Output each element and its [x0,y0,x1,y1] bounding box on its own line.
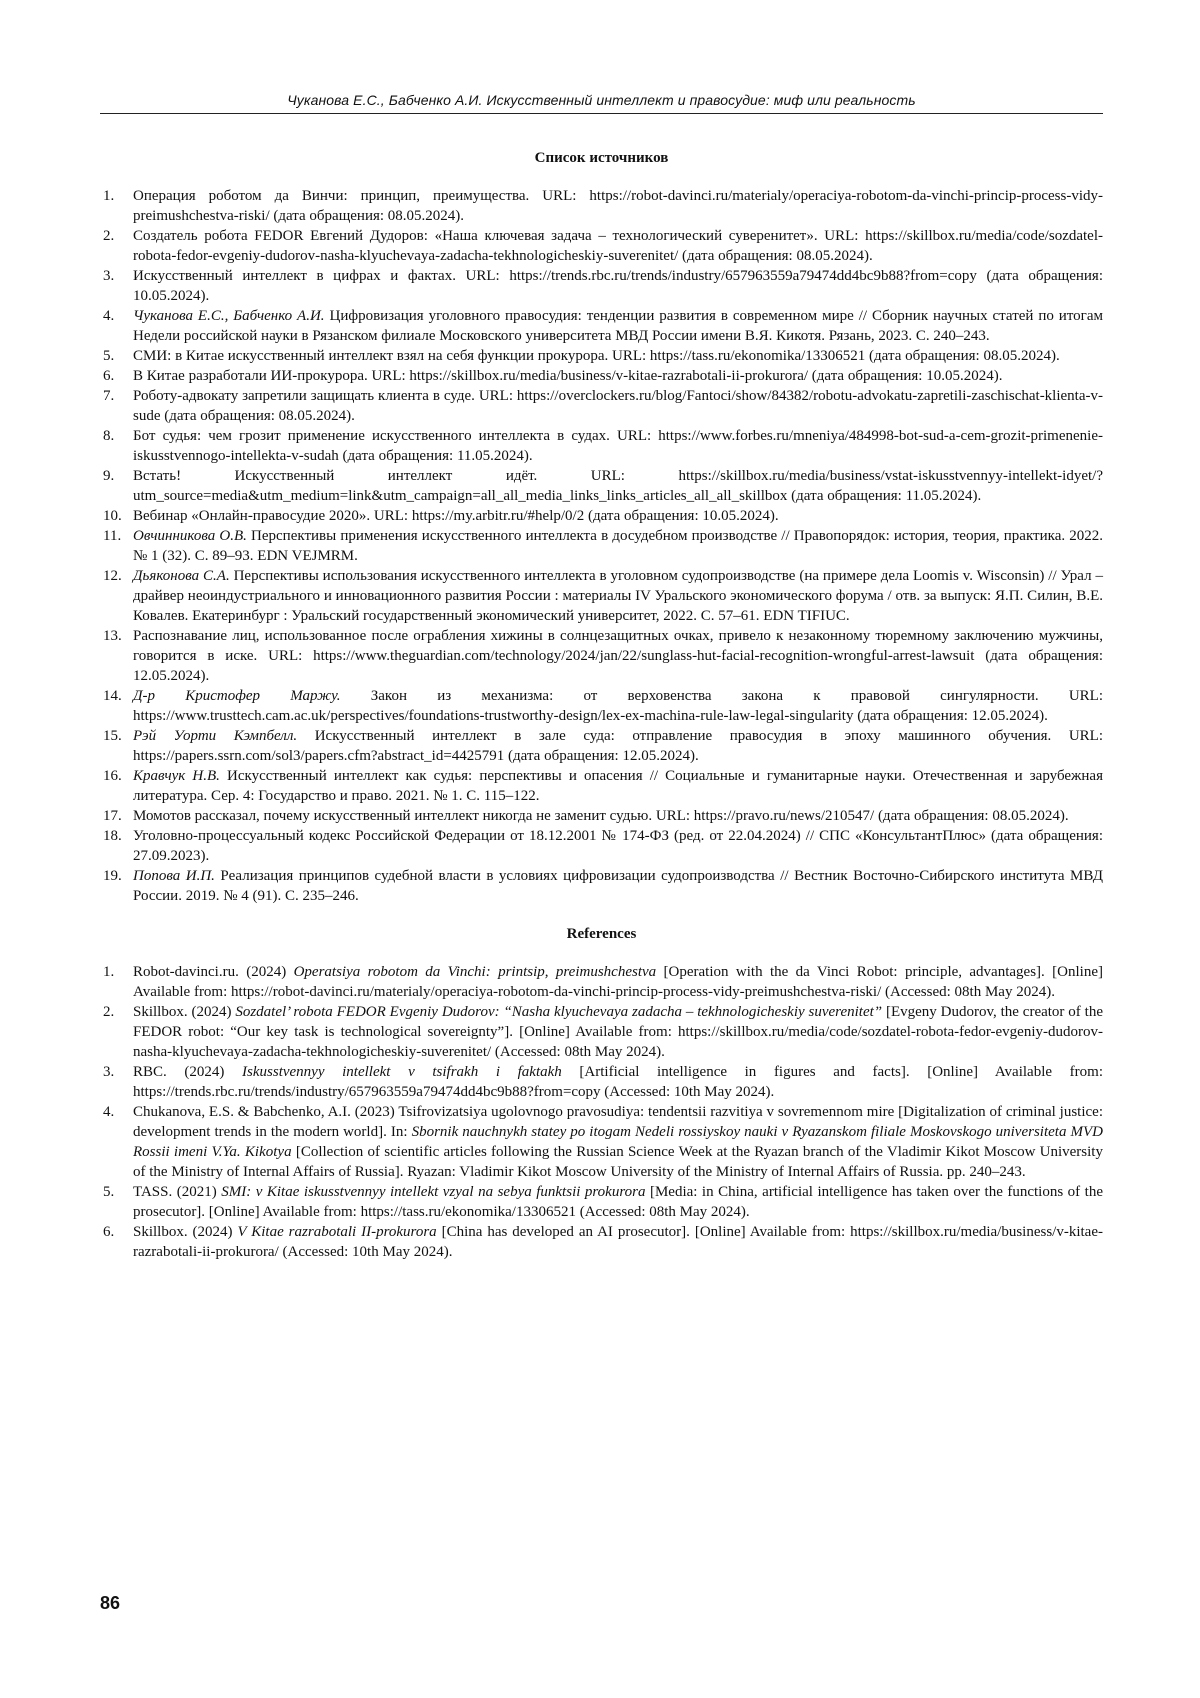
source-number: 11. [103,528,122,544]
sources-list [100,186,1103,906]
source-item [100,346,1103,366]
reference-lead: RBC. (2024) [133,1064,243,1080]
source-number: 8. [103,428,115,444]
header-rule [100,113,1103,114]
source-number: 5. [103,348,115,364]
source-number: 17. [103,808,122,824]
source-text: В Китае разработали ИИ-прокурора. URL: https://skillbox.ru/media/business/v-kitae-razrabotali-ii-prokurora/ (дата обращения: 10.05.2024). [133,368,1003,384]
source-text: СМИ: в Китае искусственный интеллект взял на себя функции прокурора. URL: https://tass.ru/ekonomika/13306521 (дата обращения: 08.05.2024). [133,348,1060,364]
reference-lead: Skillbox. (2024) [133,1224,238,1240]
source-number: 4. [103,308,115,324]
source-number: 1. [103,188,115,204]
reference-number: 6. [103,1224,115,1240]
reference-number: 5. [103,1184,115,1200]
source-item [100,226,1103,266]
source-item [100,826,1103,866]
reference-number: 3. [103,1064,115,1080]
source-item [100,626,1103,686]
source-text: Закон из механизма: от верховенства закона к правовой сингулярности. URL: https://www.trusttech.cam.ac.uk/perspectives/foundations-trustworthy-design/lex-ex-machina-rule-law-legal-singularity (дата обращения: 12.05.2024). [133,688,1103,724]
source-author: Кравчук Н.В. [133,768,220,784]
source-number: 15. [103,728,122,744]
reference-details: [Operation with the da Vinci Robot: principle, advantages]. [Online] Available from: https://robot-davinci.ru/materialy/operaciya-robotom-da-vinchi-princip-process-vidy-preimushchestva-riski/ (Accessed: 08th May 2024). [133,964,1103,1000]
reference-lead: Chukanova, E.S. & Babchenko, A.I. (2023) Tsifrovizatsiya ugolovnogo pravosudiya: tendentsii razvitiya v sovremennom mire [Digitalization of criminal justice: development trends in the modern world]. In: [133,1104,1103,1140]
references-heading: References [566,926,637,942]
reference-title: Operatsiya robotom da Vinchi: printsip, preimushchestva [293,964,657,980]
source-number: 12. [103,568,122,584]
source-text: Вебинар «Онлайн-правосудие 2020». URL: https://my.arbitr.ru/#help/0/2 (дата обращения: 10.05.2024). [133,508,779,524]
page-content [100,148,1103,1262]
source-number: 7. [103,388,115,404]
source-item [100,566,1103,626]
source-item [100,366,1103,386]
reference-item [100,1222,1103,1262]
source-text: Уголовно-процессуальный кодекс Российской Федерации от 18.12.2001 № 174-ФЗ (ред. от 22.04.2024) // СПС «КонсультантПлюс» (дата обращения: 27.09.2023). [133,828,1103,864]
reference-title: Sbornik nauchnykh statey po itogam Nedeli rossiyskoy nauki v Ryazanskom filiale Moskovskogo universiteta MVD Rossii imeni V.Ya. Kikotya [133,1124,1103,1160]
reference-item [100,1062,1103,1102]
reference-number: 4. [103,1104,115,1120]
source-item [100,386,1103,426]
source-text: Встать! Искусственный интеллект идёт. URL: https://skillbox.ru/media/business/vstat-iskusstvennyy-intellekt-idyet/?utm_source=media&utm_medium=link&utm_campaign=all_all_media_links_links_articles_all_all_skillbox (дата обращения: 11.05.2024). [133,468,1103,504]
reference-item [100,962,1103,1002]
source-text: Распознавание лиц, использованное после ограбления хижины в солнцезащитных очках, привело к незаконному тюремному заключению мужчины, говорится в иске. URL: https://www.theguardian.com/technology/2024/jan/22/sunglass-hut-facial-recognition-wrongful-arrest-lawsuit (дата обращения: 12.05.2024). [133,628,1103,684]
source-number: 19. [103,868,122,884]
reference-details: [Media: in China, artificial intelligence has taken over the functions of the prosecutor]. [Online] Available from: https://tass.ru/ekonomika/13306521 (Accessed: 08th May 2024). [133,1184,1103,1220]
reference-details: [China has developed an AI prosecutor]. [Online] Available from: https://skillbox.ru/media/business/v-kitae-razrabotali-ii-prokurora/ (Accessed: 10th May 2024). [133,1224,1103,1260]
source-item [100,506,1103,526]
reference-details: [Evgeny Dudorov, the creator of the FEDOR robot: “Our key task is technological sovereignty”]. [Online] Available from: https://skillbox.ru/media/code/sozdatel-robota-fedor-evgeniy-dudorov-nasha-klyuchevaya-zadacha-tekhnologicheskiy-suverenitet/ (Accessed: 08th May 2024). [133,1004,1103,1060]
reference-details: [Collection of scientific articles following the Russian Science Week at the Ryazan branch of the Vladimir Kikot Moscow University of the Ministry of Internal Affairs of Russia]. Ryazan: Vladimir Kikot Moscow University of the Ministry of Internal Affairs of Russia. pp. 240–243. [133,1144,1103,1180]
source-number: 9. [103,468,115,484]
source-author: Овчинникова О.В. [133,528,247,544]
running-header: Чуканова Е.С., Бабченко А.И. Искусственный интеллект и правосудие: миф или реальность [287,92,916,108]
source-author: Рэй Уорти Кэмпбелл. [133,728,298,744]
source-text: Искусственный интеллект в цифрах и фактах. URL: https://trends.rbc.ru/trends/industry/657963559a79474dd4bc9b88?from=copy (дата обращения: 10.05.2024). [133,268,1103,304]
source-item [100,726,1103,766]
source-text: Момотов рассказал, почему искусственный интеллект никогда не заменит судью. URL: https://pravo.ru/news/210547/ (дата обращения: 08.05.2024). [133,808,1069,824]
source-text: Перспективы использования искусственного интеллекта в уголовном судопроизводстве (на примере дела Loomis v. Wisconsin) // Урал – драйвер неоиндустриального и инновационного развития России : материалы IV Уральского экономического форума / отв. за выпуск: Я.П. Силин, В.Е. Ковалев. Екатеринбург : Уральский государственный экономический университет, 2022. С. 57–61. EDN TIFIUC. [133,568,1103,624]
source-item [100,266,1103,306]
reference-item [100,1102,1103,1182]
source-author: Попова И.П. [133,868,215,884]
source-number: 3. [103,268,115,284]
source-number: 10. [103,508,122,524]
source-author: Д-р Кристофер Маржу. [133,688,341,704]
source-text: Искусственный интеллект как судья: перспективы и опасения // Социальные и гуманитарные науки. Отечественная и зарубежная литература. Сер. 4: Государство и право. 2021. № 1. С. 115–122. [133,768,1103,804]
sources-heading: Список источников [534,150,669,166]
source-text: Реализация принципов судебной власти в условиях цифровизации судопроизводства // Вестник Восточно-Сибирского института МВД России. 2019. № 4 (91). С. 235–246. [133,868,1103,904]
reference-details: [Artificial intelligence in figures and facts]. [Online] Available from: https://trends.rbc.ru/trends/industry/657963559a79474dd4bc9b88?from=copy (Accessed: 10th May 2024). [133,1064,1103,1100]
source-text: Роботу-адвокату запретили защищать клиента в суде. URL: https://overclockers.ru/blog/Fantoci/show/84382/robotu-advokatu-zapretili-zaschischat-klienta-v-sude (дата обращения: 08.05.2024). [133,388,1103,424]
source-number: 16. [103,768,122,784]
reference-title: Sozdatel’ robota FEDOR Evgeniy Dudorov: “Nasha klyuchevaya zadacha – tekhnologicheskiy suverenitet” [235,1004,883,1020]
source-text: Цифровизация уголовного правосудия: тенденции развития в современном мире // Сборник научных статей по итогам Недели российской науки в Рязанском филиале Московского университета МВД России имени В.Я. Кикотя. Рязань, 2023. С. 240–243. [133,308,1103,344]
source-item [100,466,1103,506]
reference-title: SMI: v Kitae iskusstvennyy intellekt vzyal na sebya funktsii prokurora [221,1184,646,1200]
reference-title: Iskusstvennyy intellekt v tsifrakh i faktakh [242,1064,562,1080]
source-item [100,526,1103,566]
source-text: Перспективы применения искусственного интеллекта в досудебном производстве // Правопорядок: история, теория, практика. 2022. № 1 (32). С. 89–93. EDN VEJMRM. [133,528,1103,564]
page-number: 86 [100,1593,121,1613]
source-number: 13. [103,628,122,644]
reference-lead: Skillbox. (2024) [133,1004,236,1020]
source-number: 18. [103,828,122,844]
reference-title: V Kitae razrabotali II-prokurora [237,1224,437,1240]
reference-lead: Robot-davinci.ru. (2024) [133,964,294,980]
source-text: Искусственный интеллект в зале суда: отправление правосудия в эпоху машинного обучения. URL: https://papers.ssrn.com/sol3/papers.cfm?abstract_id=4425791 (дата обращения: 12.05.2024). [133,728,1104,764]
source-number: 14. [103,688,122,704]
source-author: Чуканова Е.С., Бабченко А.И. [133,308,325,324]
reference-number: 2. [103,1004,115,1020]
source-text: Операция роботом да Винчи: принцип, преимущества. URL: https://robot-davinci.ru/materialy/operaciya-robotom-da-vinchi-princip-process-vidy-preimushchestva-riski/ (дата обращения: 08.05.2024). [133,188,1103,224]
source-text: Создатель робота FEDOR Евгений Дудоров: «Наша ключевая задача – технологический суверенитет». URL: https://skillbox.ru/media/code/sozdatel-robota-fedor-evgeniy-dudorov-nasha-klyuchevaya-zadacha-tekhnologicheskiy-suverenitet/ (дата обращения: 08.05.2024). [133,228,1103,264]
source-item [100,426,1103,466]
reference-lead: TASS. (2021) [133,1184,222,1200]
source-number: 2. [103,228,115,244]
source-text: Бот судья: чем грозит применение искусственного интеллекта в судах. URL: https://www.forbes.ru/mneniya/484998-bot-sud-a-cem-grozit-primenenie-iskusstvennogo-intellekta-v-sudah (дата обращения: 11.05.2024). [133,428,1103,464]
reference-number: 1. [103,964,115,980]
source-item [100,306,1103,346]
source-item [100,866,1103,906]
source-item [100,686,1103,726]
source-item [100,806,1103,826]
source-author: Дьяконова С.А. [133,568,230,584]
references-list [100,962,1103,1262]
source-item [100,766,1103,806]
reference-item [100,1002,1103,1062]
source-item [100,186,1103,226]
source-number: 6. [103,368,115,384]
reference-item [100,1182,1103,1222]
